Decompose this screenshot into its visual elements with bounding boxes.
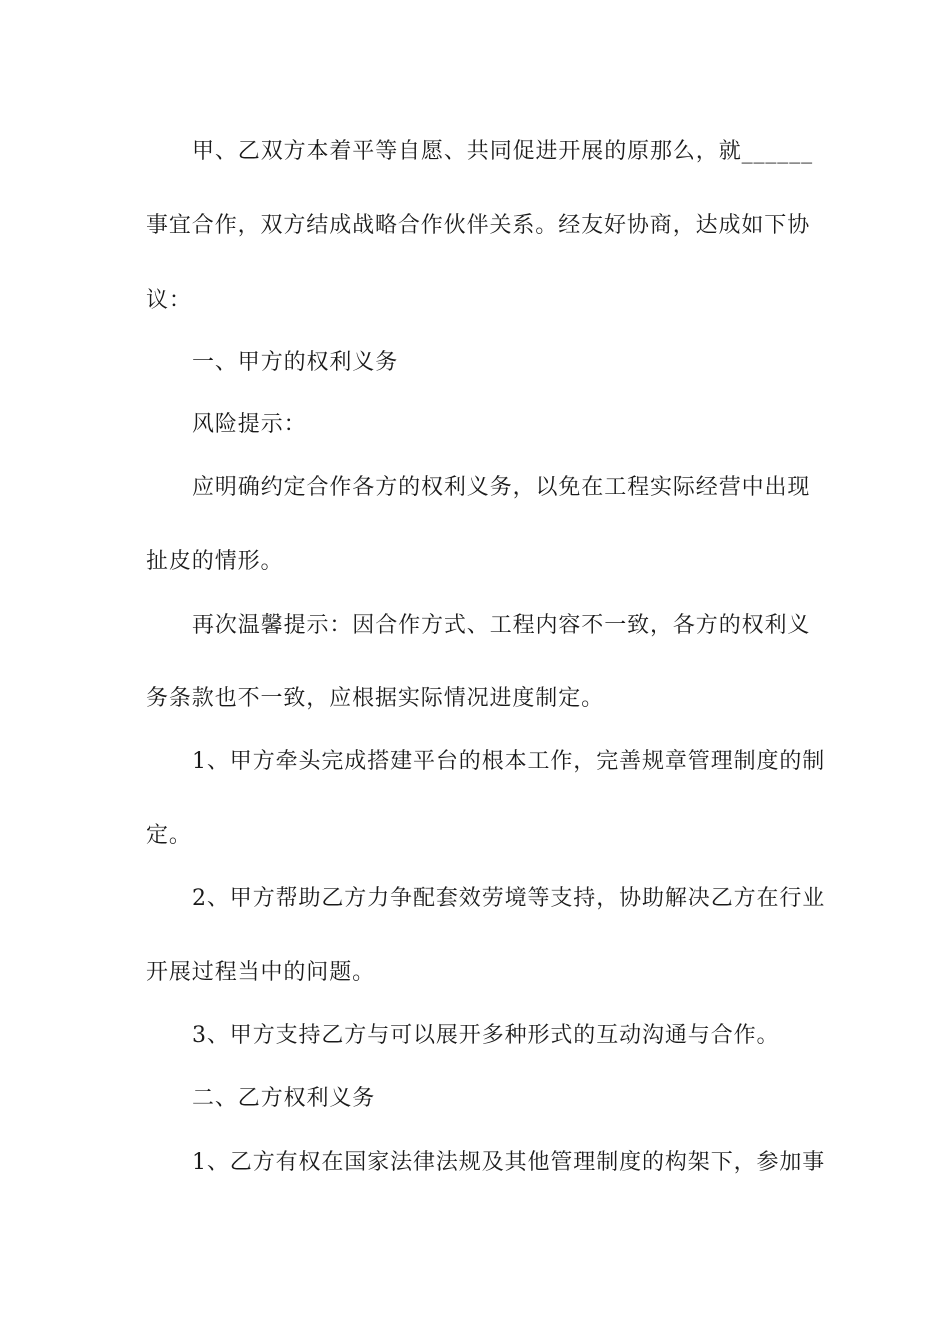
risk-notice-line-1: 应明确约定合作各方的权利义务，以免在工程实际经营中出现 — [192, 475, 811, 500]
reminder-line-1: 再次温馨提示：因合作方式、工程内容不一致，各方的权利义 — [192, 613, 811, 638]
clause-a1-line-1: 1、甲方牵头完成搭建平台的根本工作，完善规章管理制度的制 — [192, 749, 826, 774]
reminder-line-2: 务条款也不一致，应根据实际情况进度制定。 — [146, 686, 605, 711]
risk-notice-line-2: 扯皮的情形。 — [146, 549, 284, 574]
paragraph-intro-line-3: 议： — [146, 288, 192, 313]
risk-notice-label: 风险提示： — [192, 412, 307, 437]
paragraph-intro-line-2: 事宜合作，双方结成战略合作伙伴关系。经友好协商，达成如下协 — [146, 213, 811, 238]
section-heading-party-a: 一、甲方的权利义务 — [192, 350, 399, 375]
clause-a2-line-1: 2、甲方帮助乙方力争配套效劳境等支持，协助解决乙方在行业 — [192, 886, 826, 911]
clause-a3-line-1: 3、甲方支持乙方与可以展开多种形式的互动沟通与合作。 — [192, 1023, 780, 1048]
clause-a1-line-2: 定。 — [146, 823, 192, 848]
section-heading-party-b: 二、乙方权利义务 — [192, 1086, 376, 1111]
clause-a2-line-2: 开展过程当中的问题。 — [146, 960, 376, 985]
clause-b1-line-1: 1、乙方有权在国家法律法规及其他管理制度的构架下，参加事 — [192, 1150, 826, 1175]
paragraph-intro-line-1: 甲、乙双方本着平等自愿、共同促进开展的原那么，就______ — [192, 139, 814, 164]
